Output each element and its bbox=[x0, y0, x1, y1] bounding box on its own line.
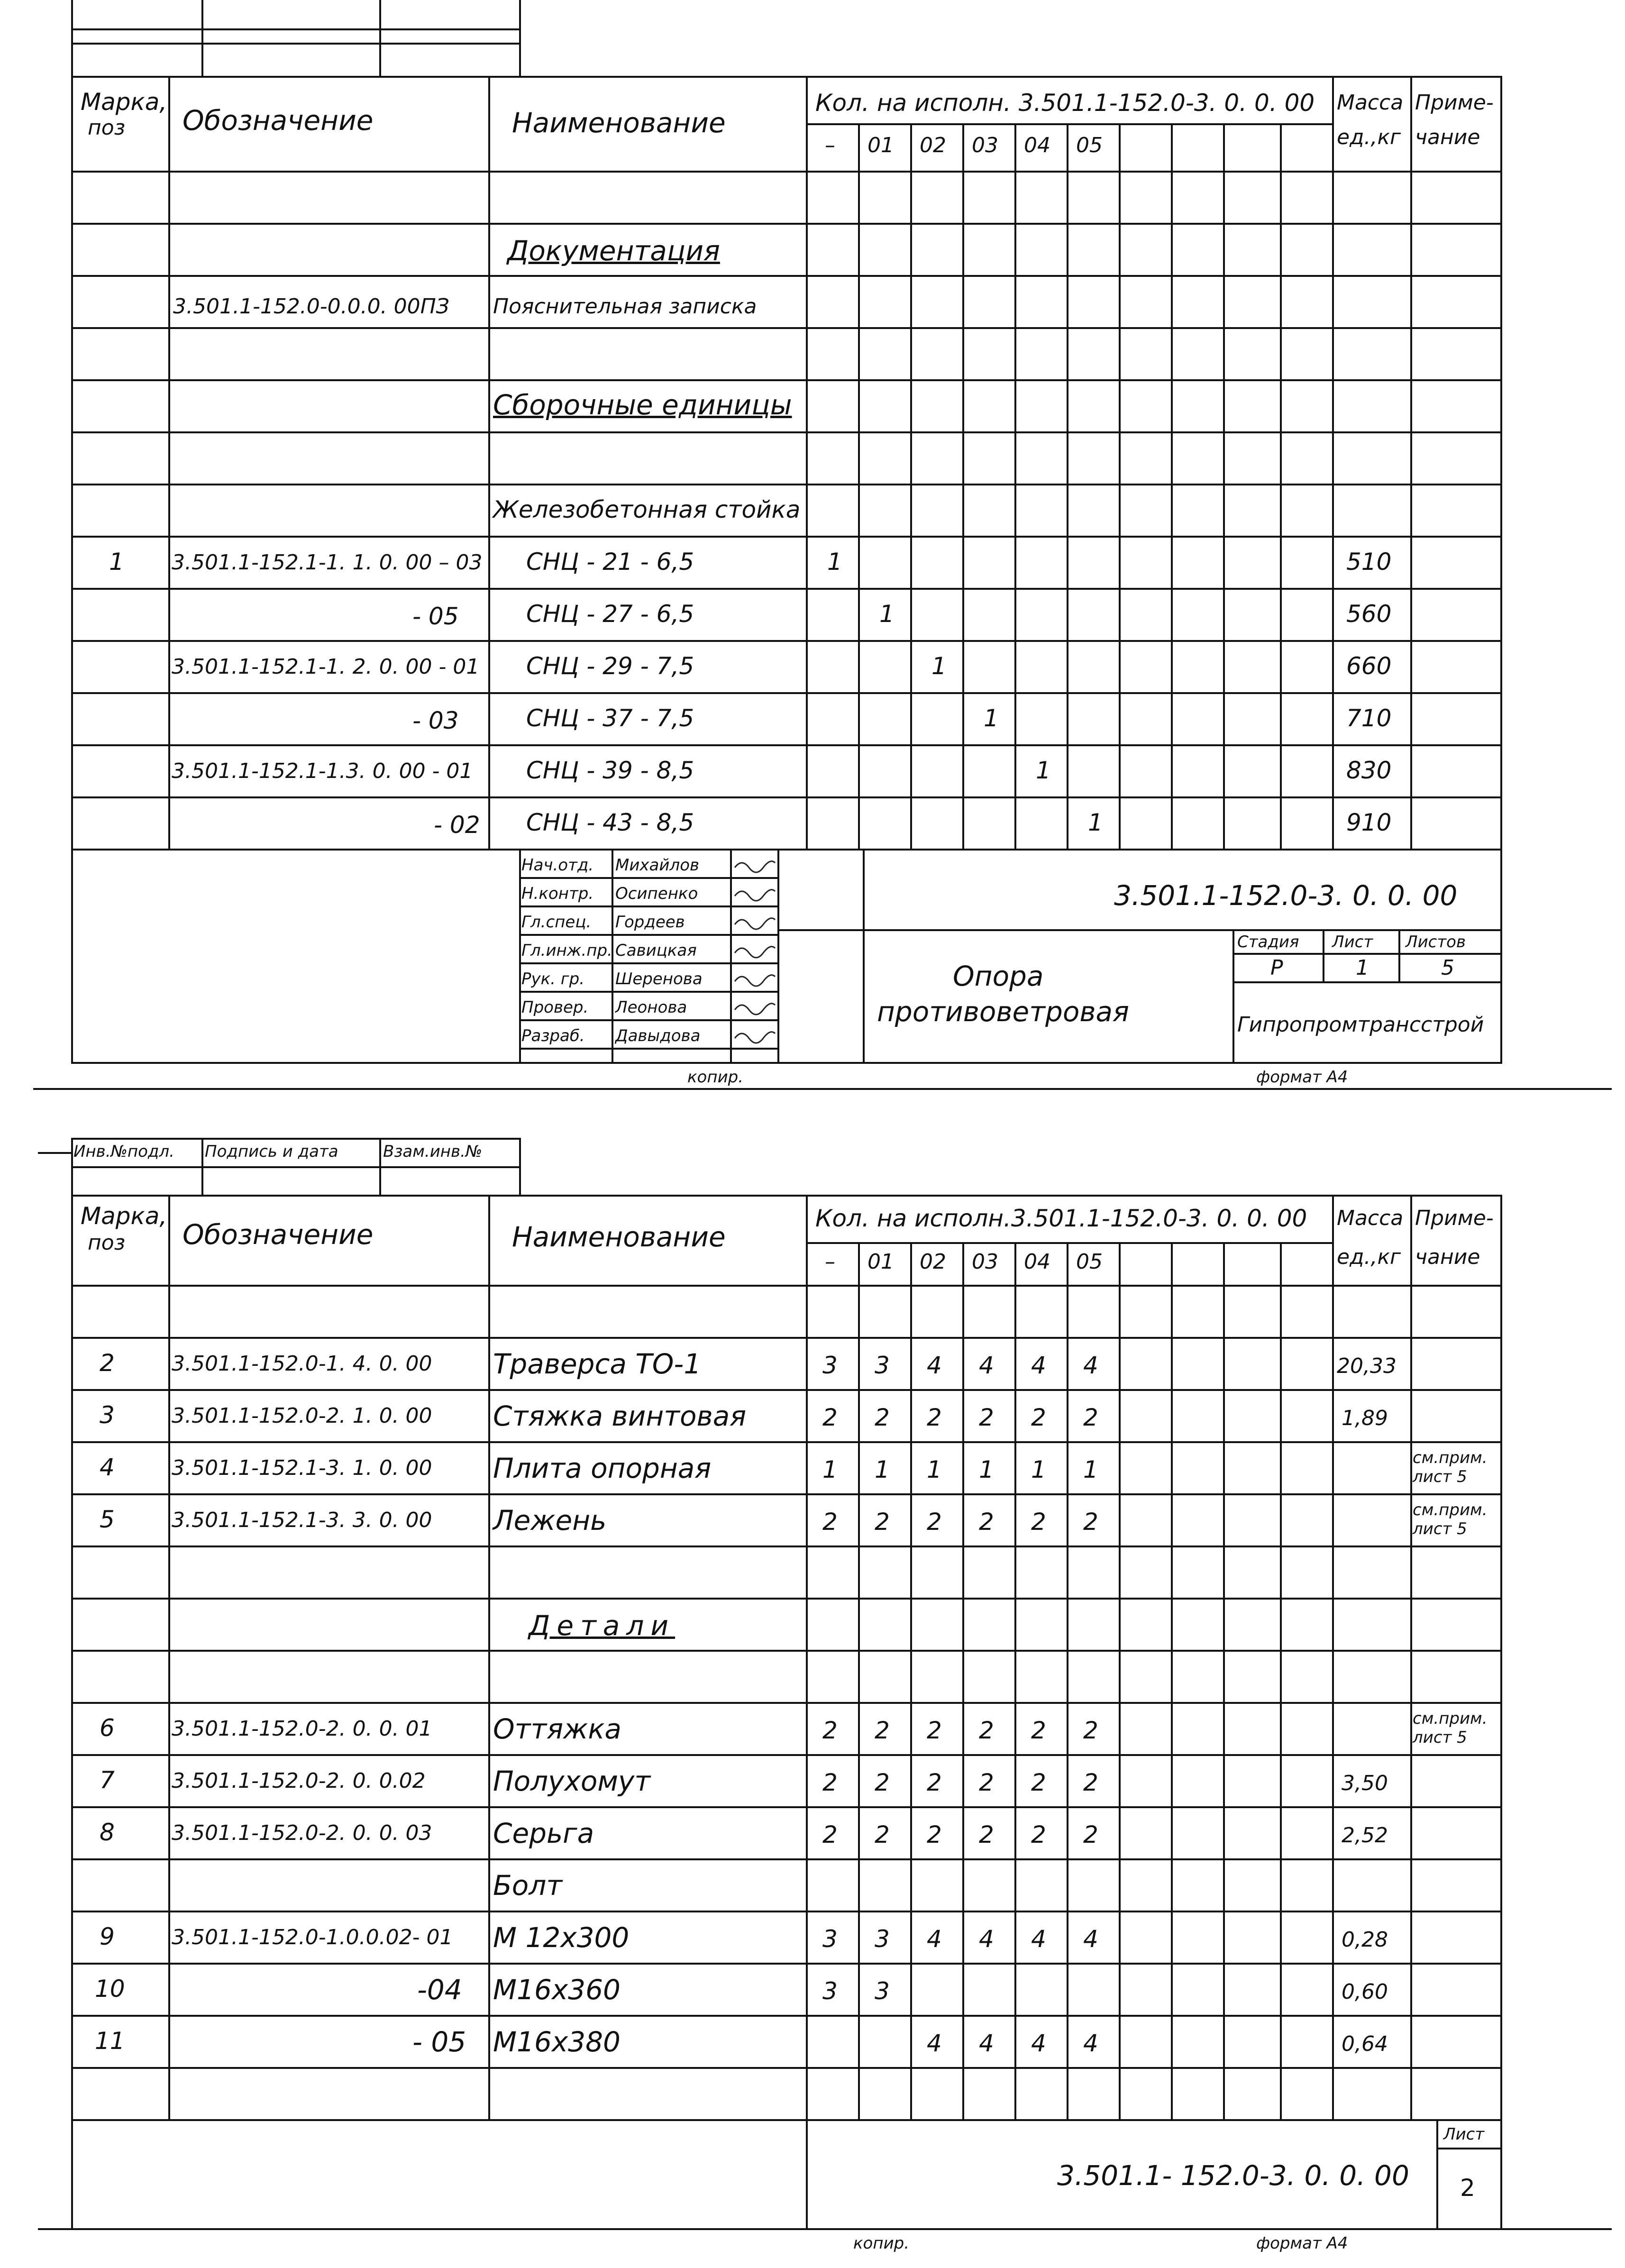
marka-header: Марка, bbox=[81, 1202, 167, 1230]
oboznachenie-header: Обозначение bbox=[183, 104, 374, 137]
doc-title-2: противоветровая bbox=[877, 996, 1129, 1028]
row-qty: 2 bbox=[822, 1821, 838, 1848]
row-qty: 1 bbox=[984, 704, 999, 732]
doc-code: 3.501.1-152.0-3. 0. 0. 00 bbox=[1114, 879, 1458, 912]
row-qty: 4 bbox=[979, 1352, 994, 1379]
variant-col: 02 bbox=[920, 133, 946, 157]
row-qty: 2 bbox=[927, 1821, 942, 1848]
footer-format: формат А4 bbox=[1256, 2234, 1348, 2253]
row-designation: 3.501.1-152.0-2. 0. 0. 03 bbox=[172, 1821, 432, 1845]
tb-role: Нач.отд. bbox=[521, 856, 594, 875]
row-qty: 2 bbox=[875, 1404, 890, 1431]
tb-role: Н.контр. bbox=[521, 884, 594, 903]
sheets-value: 5 bbox=[1441, 956, 1454, 980]
row-mass: 660 bbox=[1346, 652, 1392, 680]
bolt-label: Болт bbox=[493, 1869, 563, 1902]
row-name: Траверса ТО-1 bbox=[493, 1348, 702, 1380]
row-pos: 1 bbox=[109, 548, 124, 576]
row-pos: 6 bbox=[100, 1714, 115, 1742]
row-qty: 2 bbox=[979, 1404, 994, 1431]
row-qty: 2 bbox=[1031, 1769, 1046, 1796]
row-qty: 2 bbox=[979, 1821, 994, 1848]
row-qty: 2 bbox=[822, 1404, 838, 1431]
stage-header: Стадия bbox=[1237, 933, 1299, 951]
row-name: СНЦ - 21 - 6,5 bbox=[526, 548, 694, 576]
row-pos: 3 bbox=[100, 1401, 115, 1429]
section-documentation: Документация bbox=[507, 235, 720, 267]
naimenovanie-header: Наименование bbox=[512, 1221, 726, 1253]
kol-header: Кол. на исполн.3.501.1-152.0-3. 0. 0. 00 bbox=[815, 1205, 1307, 1232]
variant-col: – bbox=[825, 133, 835, 157]
section-details: Детали bbox=[529, 1610, 676, 1642]
row-qty: 2 bbox=[875, 1717, 890, 1744]
row-qty: 1 bbox=[931, 652, 947, 680]
row-qty: 2 bbox=[875, 1508, 890, 1536]
row-qty: 1 bbox=[1031, 1456, 1046, 1483]
tb-name: Леонова bbox=[615, 998, 687, 1017]
row-qty: 3 bbox=[822, 1977, 838, 2005]
row-qty: 2 bbox=[875, 1821, 890, 1848]
tb-role: Разраб. bbox=[521, 1026, 585, 1045]
row-qty: 1 bbox=[927, 1456, 942, 1483]
row-name: Лежень bbox=[493, 1504, 607, 1536]
row-designation: - 02 bbox=[434, 811, 480, 839]
table-row bbox=[0, 1389, 1625, 1441]
row-name: Серьга bbox=[493, 1817, 594, 1849]
sheet-value: 1 bbox=[1356, 956, 1369, 980]
variant-col: 01 bbox=[867, 1250, 894, 1274]
kol-header: Кол. на исполн. 3.501.1-152.0-3. 0. 0. 00 bbox=[815, 89, 1315, 117]
row-qty: 1 bbox=[822, 1456, 838, 1483]
row-qty: 1 bbox=[879, 600, 895, 628]
row-designation: - 05 bbox=[412, 2026, 466, 2058]
prim-header-2: чание bbox=[1415, 1245, 1480, 1269]
row-qty: 3 bbox=[875, 1352, 890, 1379]
row-mass: 2,52 bbox=[1342, 1823, 1388, 1847]
row-qty: 4 bbox=[979, 1925, 994, 1953]
row-name: Оттяжка bbox=[493, 1713, 621, 1745]
footer-format: формат А4 bbox=[1256, 1068, 1348, 1087]
tb-name: Гордеев bbox=[615, 913, 685, 932]
row-qty: 3 bbox=[822, 1925, 838, 1953]
footer-sheet-header: Лист bbox=[1443, 2125, 1485, 2144]
row-mass: 560 bbox=[1346, 600, 1392, 628]
row-pos: 7 bbox=[100, 1766, 115, 1794]
table-row bbox=[0, 1441, 1625, 1493]
row-qty: 2 bbox=[927, 1769, 942, 1796]
row-mass: 3,50 bbox=[1342, 1771, 1388, 1795]
stamp-replace: Взам.инв.№ bbox=[383, 1142, 483, 1161]
row-designation: 3.501.1-152.1-1. 2. 0. 00 - 01 bbox=[172, 655, 480, 679]
row-qty: 1 bbox=[1083, 1456, 1098, 1483]
row-qty: 2 bbox=[1083, 1769, 1098, 1796]
table-row bbox=[0, 1493, 1625, 1546]
row-designation: - 05 bbox=[412, 603, 459, 630]
row-qty: 2 bbox=[927, 1717, 942, 1744]
footer-code: 3.501.1- 152.0-3. 0. 0. 00 bbox=[1057, 2159, 1409, 2192]
table-row bbox=[0, 1963, 1625, 2015]
row-designation: 3.501.1-152.0-2. 0. 0. 01 bbox=[172, 1717, 432, 1741]
row-qty: 4 bbox=[1083, 1925, 1098, 1953]
row-qty: 4 bbox=[1031, 1352, 1046, 1379]
sheet-header: Лист bbox=[1332, 933, 1373, 951]
footer-kopir: копир. bbox=[853, 2234, 910, 2253]
naimenovanie-header: Наименование bbox=[512, 107, 726, 139]
marka-header-2: поз bbox=[88, 116, 126, 140]
row-name: М16х380 bbox=[493, 2026, 621, 2058]
stamp-inv: Инв.№подл. bbox=[73, 1142, 174, 1161]
table-row bbox=[0, 1702, 1625, 1754]
row-note-2: лист 5 bbox=[1413, 1728, 1467, 1747]
row-qty: 1 bbox=[875, 1456, 890, 1483]
row-qty: 4 bbox=[1031, 1925, 1046, 1953]
row-qty: 4 bbox=[927, 1352, 942, 1379]
variant-col: 01 bbox=[867, 133, 894, 157]
row-mass: 510 bbox=[1346, 548, 1392, 576]
massa-header-2: ед.,кг bbox=[1337, 125, 1401, 149]
row-mass: 0,64 bbox=[1342, 2032, 1388, 2056]
row-qty: 1 bbox=[979, 1456, 994, 1483]
row-designation: - 03 bbox=[412, 707, 459, 734]
row-pos: 9 bbox=[100, 1923, 115, 1950]
row-mass: 0,28 bbox=[1342, 1928, 1388, 1952]
row-qty: 2 bbox=[822, 1769, 838, 1796]
table-row bbox=[0, 1806, 1625, 1858]
row-qty: 2 bbox=[1031, 1508, 1046, 1536]
row-qty: 2 bbox=[979, 1508, 994, 1536]
massa-header-2: ед.,кг bbox=[1337, 1245, 1401, 1269]
row-qty: 2 bbox=[927, 1404, 942, 1431]
row-qty: 2 bbox=[822, 1508, 838, 1536]
row-pos: 8 bbox=[100, 1819, 115, 1846]
row-mass: 830 bbox=[1346, 757, 1392, 784]
stage-value: Р bbox=[1270, 956, 1283, 980]
row-name: Стяжка винтовая bbox=[493, 1400, 747, 1432]
row-name: Плита опорная bbox=[493, 1452, 712, 1484]
tb-name: Савицкая bbox=[615, 941, 697, 960]
row-qty: 1 bbox=[1036, 757, 1051, 784]
row-qty: 3 bbox=[875, 1977, 890, 2005]
prim-header-2: чание bbox=[1415, 125, 1480, 149]
tb-role: Рук. гр. bbox=[521, 969, 585, 988]
massa-header: Масса bbox=[1337, 1206, 1404, 1230]
row-name: СНЦ - 29 - 7,5 bbox=[526, 652, 694, 680]
row-qty: 2 bbox=[1031, 1717, 1046, 1744]
row-designation: 3.501.1-152.0-2. 1. 0. 00 bbox=[172, 1404, 432, 1428]
tb-role: Гл.спец. bbox=[521, 913, 592, 932]
row-qty: 4 bbox=[1031, 2030, 1046, 2057]
group-label: Железобетонная стойка bbox=[493, 496, 801, 523]
row-name: СНЦ - 37 - 7,5 bbox=[526, 704, 694, 732]
footer-kopir: копир. bbox=[687, 1068, 744, 1087]
row-name: СНЦ - 27 - 6,5 bbox=[526, 600, 694, 628]
stamp-signature: Подпись и дата bbox=[205, 1142, 338, 1161]
row-qty: 2 bbox=[979, 1769, 994, 1796]
row-name: М16х360 bbox=[493, 1974, 621, 2006]
row-mass: 20,33 bbox=[1337, 1354, 1397, 1378]
variant-col: 03 bbox=[972, 133, 998, 157]
doc-name: Пояснительная записка bbox=[493, 294, 757, 319]
variant-col: 02 bbox=[920, 1250, 946, 1274]
row-pos: 11 bbox=[95, 2027, 125, 2055]
row-qty: 3 bbox=[875, 1925, 890, 1953]
row-designation: 3.501.1-152.0-1. 4. 0. 00 bbox=[172, 1352, 432, 1376]
organization: Гипропромтрансстрой bbox=[1237, 1013, 1484, 1037]
prim-header: Приме- bbox=[1415, 1206, 1494, 1230]
variant-col: 05 bbox=[1076, 133, 1103, 157]
doc-title: Опора bbox=[953, 960, 1044, 992]
sheets-header: Листов bbox=[1406, 933, 1466, 951]
table-row bbox=[0, 2015, 1625, 2067]
row-qty: 2 bbox=[1031, 1821, 1046, 1848]
row-qty: 2 bbox=[1083, 1508, 1098, 1536]
row-qty: 4 bbox=[1083, 1352, 1098, 1379]
row-qty: 2 bbox=[979, 1717, 994, 1744]
row-qty: 2 bbox=[1083, 1821, 1098, 1848]
row-note-2: лист 5 bbox=[1413, 1467, 1467, 1486]
row-qty: 3 bbox=[822, 1352, 838, 1379]
row-name: Полухомут bbox=[493, 1765, 651, 1797]
row-name: СНЦ - 39 - 8,5 bbox=[526, 757, 694, 784]
row-designation: 3.501.1-152.1-3. 3. 0. 00 bbox=[172, 1508, 432, 1532]
row-designation: 3.501.1-152.0-2. 0. 0.02 bbox=[172, 1769, 426, 1793]
tb-name: Шеренова bbox=[615, 969, 703, 988]
table-row bbox=[0, 1754, 1625, 1806]
doc-designation: 3.501.1-152.0-0.0.0. 00ПЗ bbox=[173, 294, 449, 319]
oboznachenie-header: Обозначение bbox=[183, 1218, 374, 1251]
row-qty: 2 bbox=[1083, 1717, 1098, 1744]
row-mass: 910 bbox=[1346, 809, 1392, 836]
tb-name: Давыдова bbox=[615, 1026, 701, 1045]
variant-col: 03 bbox=[972, 1250, 998, 1274]
row-pos: 5 bbox=[100, 1506, 115, 1533]
row-note: см.прим. bbox=[1413, 1500, 1488, 1519]
tb-role: Провер. bbox=[521, 998, 589, 1017]
marka-header-2: поз bbox=[88, 1231, 126, 1255]
row-qty: 2 bbox=[875, 1769, 890, 1796]
row-qty: 1 bbox=[827, 548, 842, 576]
variant-col: 04 bbox=[1024, 133, 1050, 157]
tb-name: Осипенко bbox=[615, 884, 698, 903]
tb-role: Гл.инж.пр. bbox=[521, 941, 612, 960]
prim-header: Приме- bbox=[1415, 91, 1494, 115]
massa-header: Масса bbox=[1337, 91, 1404, 115]
row-qty: 1 bbox=[1088, 809, 1103, 836]
row-pos: 2 bbox=[100, 1349, 115, 1377]
section-assemblies: Сборочные единицы bbox=[493, 389, 792, 421]
row-qty: 4 bbox=[1083, 2030, 1098, 2057]
row-qty: 4 bbox=[927, 2030, 942, 2057]
row-mass: 1,89 bbox=[1342, 1406, 1388, 1430]
variant-col: 04 bbox=[1024, 1250, 1050, 1274]
row-qty: 4 bbox=[979, 2030, 994, 2057]
row-designation: 3.501.1-152.1-1. 1. 0. 00 – 03 bbox=[172, 550, 483, 575]
row-note-2: лист 5 bbox=[1413, 1519, 1467, 1538]
row-mass: 710 bbox=[1346, 704, 1392, 732]
footer-sheet-value: 2 bbox=[1460, 2174, 1475, 2202]
row-pos: 10 bbox=[95, 1975, 125, 2003]
table-row bbox=[0, 1911, 1625, 1963]
row-qty: 2 bbox=[1083, 1404, 1098, 1431]
row-designation: 3.501.1-152.1-1.3. 0. 00 - 01 bbox=[172, 759, 473, 783]
row-designation: 3.501.1-152.0-1.0.0.02- 01 bbox=[172, 1925, 453, 1949]
variant-col: 05 bbox=[1076, 1250, 1103, 1274]
row-mass: 0,60 bbox=[1342, 1980, 1388, 2004]
row-qty: 2 bbox=[927, 1508, 942, 1536]
tb-name: Михайлов bbox=[615, 856, 700, 875]
row-name: СНЦ - 43 - 8,5 bbox=[526, 809, 694, 836]
row-note: см.прим. bbox=[1413, 1709, 1488, 1728]
marka-header: Марка, bbox=[81, 88, 167, 116]
row-qty: 2 bbox=[1031, 1404, 1046, 1431]
row-name: М 12х300 bbox=[493, 1921, 630, 1954]
row-pos: 4 bbox=[100, 1454, 115, 1481]
row-qty: 4 bbox=[927, 1925, 942, 1953]
row-note: см.прим. bbox=[1413, 1448, 1488, 1467]
row-qty: 2 bbox=[822, 1717, 838, 1744]
row-designation: -04 bbox=[417, 1974, 462, 2006]
variant-col: – bbox=[825, 1250, 835, 1274]
row-designation: 3.501.1-152.1-3. 1. 0. 00 bbox=[172, 1456, 432, 1480]
